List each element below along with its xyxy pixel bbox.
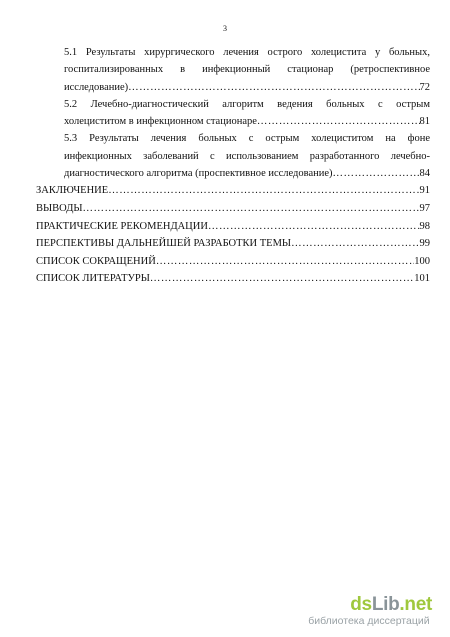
toc-entry-last-line: [64, 79, 430, 96]
toc-entry-line: холециститом в инфекционном стационаре: [64, 116, 257, 128]
dot-leader: [291, 235, 419, 253]
table-of-contents: [36, 44, 430, 288]
toc-entry-line: 5.3 Результаты лечения больных с острым холециститом на фоне: [64, 133, 430, 145]
toc-main-entry: [36, 253, 430, 271]
toc-entry-5-3: [64, 130, 430, 182]
dot-leader: [128, 79, 419, 96]
toc-page-number: 97: [419, 202, 430, 214]
dot-leader: [150, 270, 414, 288]
dot-leader: [83, 200, 420, 218]
toc-page-number: 98: [419, 220, 430, 232]
logo-net: .net: [399, 594, 432, 615]
dot-leader: [108, 182, 419, 200]
toc-entry-line: инфекционных заболеваний с использованием разработанного лечебно-: [64, 150, 430, 162]
toc-main-entry: [36, 218, 430, 236]
toc-entry-5-2: [64, 96, 430, 131]
toc-main-title: ЗАКЛЮЧЕНИЕ: [36, 185, 109, 197]
toc-main-title: ПРАКТИЧЕСКИЕ РЕКОМЕНДАЦИИ: [36, 220, 208, 232]
logo-ds: ds: [350, 594, 372, 615]
toc-main-title: СПИСОК ЛИТЕРАТУРЫ: [36, 273, 150, 285]
toc-main-entry: [36, 270, 430, 288]
toc-page-number: 91: [419, 185, 430, 197]
toc-main-title: ПЕРСПЕКТИВЫ ДАЛЬНЕЙШЕЙ РАЗРАБОТКИ ТЕМЫ: [36, 238, 292, 250]
toc-page-number: 72: [419, 81, 430, 93]
dot-leader: [257, 113, 420, 130]
toc-main-entry: [36, 200, 430, 218]
dot-leader: [333, 165, 420, 182]
toc-page-number: 84: [419, 168, 430, 180]
toc-entry-line: диагностического алгоритма (проспективное исследование): [64, 168, 333, 180]
toc-page-number: 81: [419, 116, 430, 128]
toc-entry-last-line: [64, 165, 430, 182]
dslib-logo: [350, 595, 432, 615]
toc-entry-line: 5.2 Лечебно-диагностический алгоритм ведения больных с острым: [64, 98, 430, 110]
logo-lib: Lib: [371, 594, 400, 615]
toc-entry-5-1: [64, 44, 430, 96]
toc-page-number: 101: [414, 273, 430, 285]
toc-entry-line: 5.1 Результаты хирургического лечения острого холецистита у больных,: [64, 47, 430, 58]
toc-main-title: ВЫВОДЫ: [36, 202, 83, 214]
dot-leader: [156, 253, 414, 271]
toc-entry-line: исследование): [64, 81, 129, 93]
toc-entry-last-line: [64, 113, 430, 130]
toc-main-entry: [36, 235, 430, 253]
toc-page-number: 100: [414, 255, 430, 267]
dot-leader: [208, 218, 420, 236]
toc-page-number: 99: [419, 238, 430, 250]
toc-entry-line: госпитализированных в инфекционный стационар (ретроспективное: [64, 64, 430, 76]
dslib-watermark: [308, 594, 432, 627]
logo-tagline: библиотека диссертаций: [308, 615, 430, 627]
page-number: 3: [223, 24, 227, 33]
toc-main-title: СПИСОК СОКРАЩЕНИЙ: [36, 255, 156, 267]
toc-main-entry: [36, 182, 430, 200]
